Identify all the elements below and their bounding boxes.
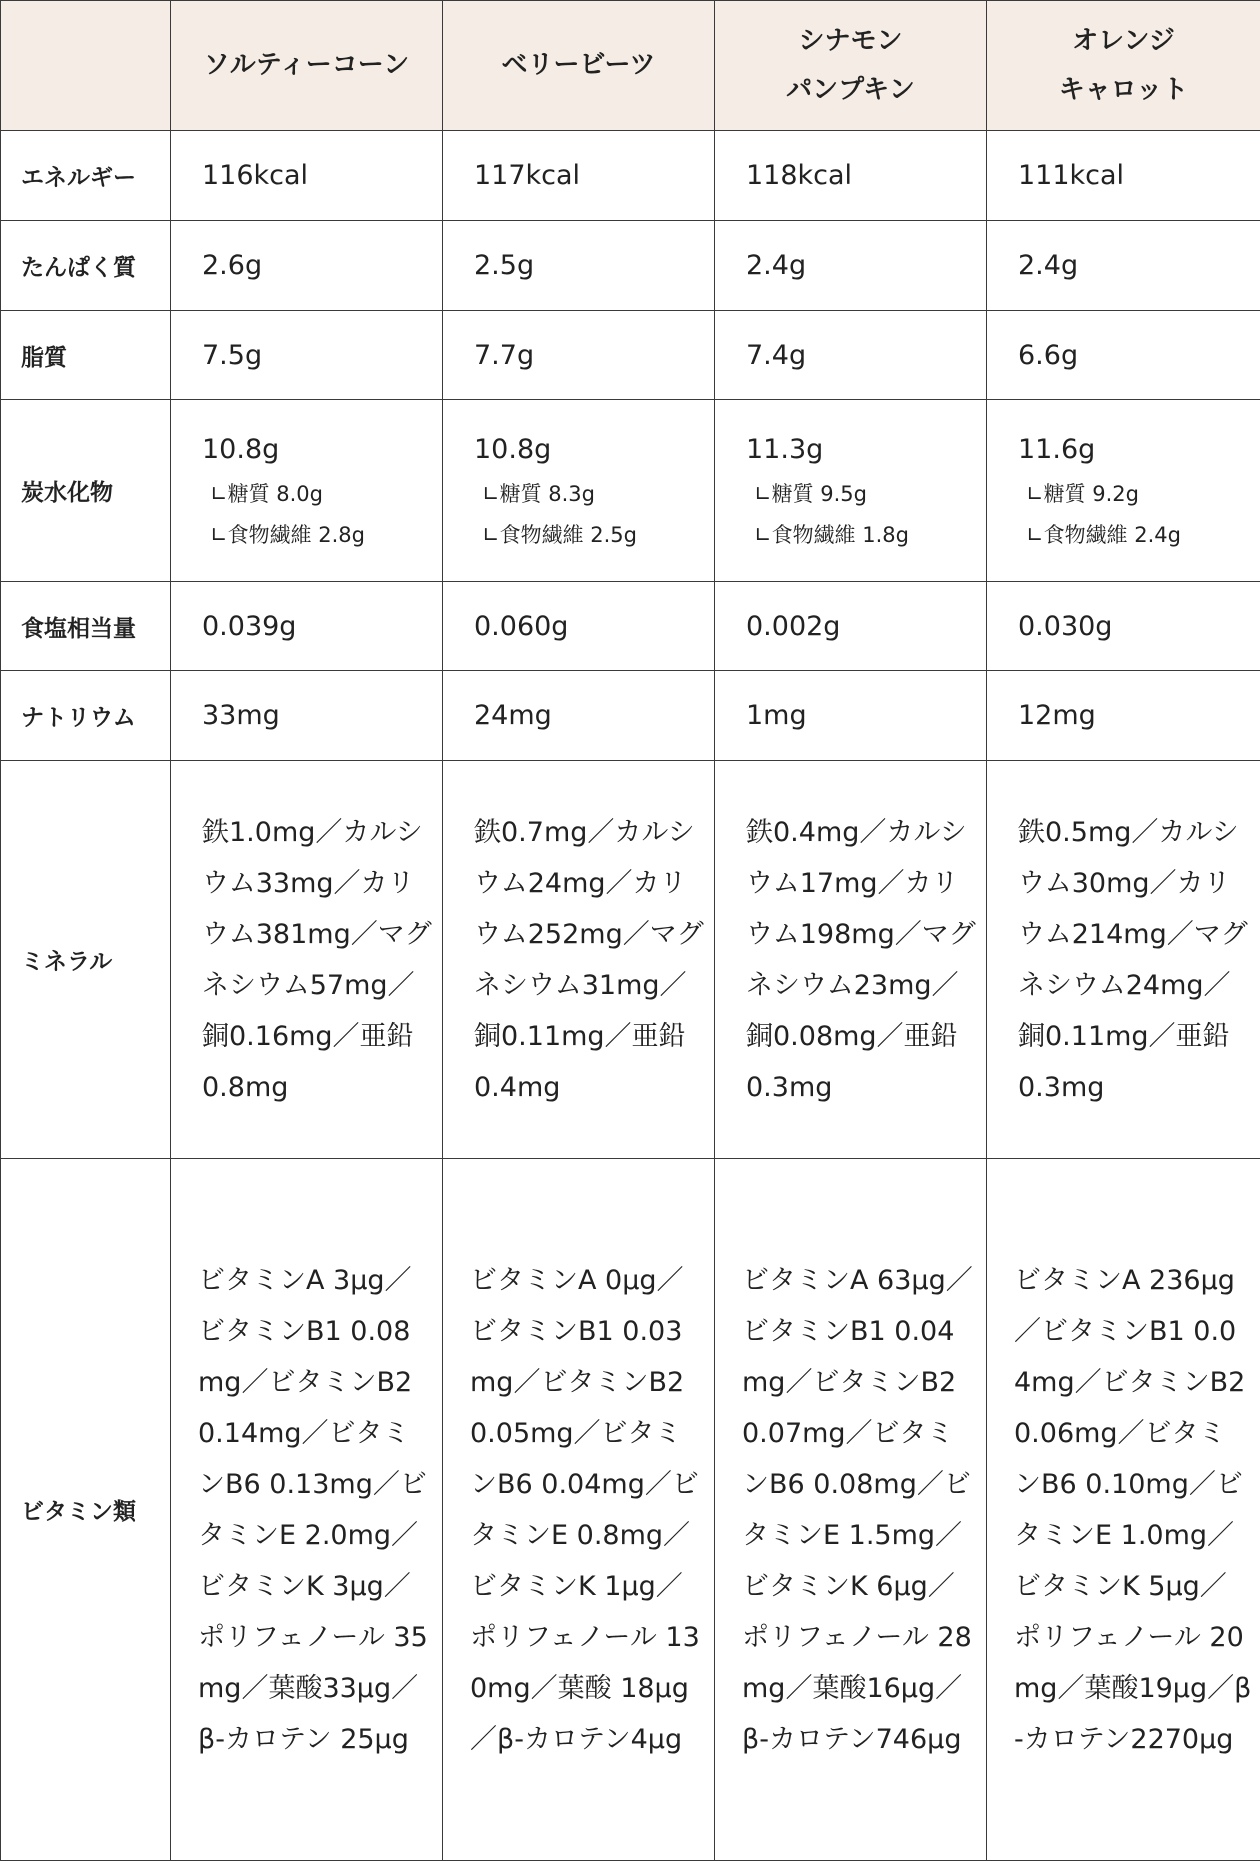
header-row	[1, 1, 1260, 131]
protein-value-3: 2.4g	[715, 221, 987, 311]
row-label-minerals: ミネラル	[1, 761, 171, 1159]
energy-value-2: 117kcal	[443, 131, 715, 221]
fat-value-4: 6.6g	[987, 311, 1260, 400]
minerals-value-2: 鉄0.7mg／カルシウム24mg／カリウム252mg／マグネシウム31mg／銅0.11mg／亜鉛0.4mg	[443, 761, 715, 1159]
carbs-cell-3	[715, 400, 987, 582]
header-flavor-1-line-1: ソルティーコーン	[171, 41, 442, 90]
sodium-value-2: 24mg	[443, 671, 715, 761]
header-corner-cell	[1, 1, 171, 131]
row-vitamins	[1, 1159, 1260, 1861]
row-fat	[1, 311, 1260, 400]
fat-value-2: 7.7g	[443, 311, 715, 400]
minerals-value-4: 鉄0.5mg／カルシウム30mg／カリウム214mg／マグネシウム24mg／銅0.11mg／亜鉛0.3mg	[987, 761, 1260, 1159]
header-flavor-4	[987, 1, 1260, 131]
protein-value-4: 2.4g	[987, 221, 1260, 311]
header-flavor-3-line-1: シナモン	[715, 17, 986, 66]
salt-value-3: 0.002g	[715, 582, 987, 671]
salt-value-1: 0.039g	[171, 582, 443, 671]
carbs-fiber: ∟食物繊維 2.5g	[474, 515, 714, 556]
protein-value-1: 2.6g	[171, 221, 443, 311]
carbs-total: 10.8g	[474, 426, 714, 474]
carbs-total: 11.3g	[746, 426, 986, 474]
sodium-value-1: 33mg	[171, 671, 443, 761]
carbs-cell-2	[443, 400, 715, 582]
minerals-value-1: 鉄1.0mg／カルシウム33mg／カリウム381mg／マグネシウム57mg／銅0.16mg／亜鉛0.8mg	[171, 761, 443, 1159]
energy-value-3: 118kcal	[715, 131, 987, 221]
carbs-fiber: ∟食物繊維 2.4g	[1018, 515, 1260, 556]
vitamins-value-4: ビタミンA 236μg／ビタミンB1 0.04mg／ビタミンB2 0.06mg／ビタミンB6 0.10mg／ビタミンE 1.0mg／ビタミンK 5μg／ポリフェノール 20mg／葉酸19μg／β-カロテン2270μg	[987, 1159, 1260, 1861]
carbs-sugar: ∟糖質 8.0g	[202, 474, 442, 515]
row-minerals	[1, 761, 1260, 1159]
header-flavor-4-line-1: オレンジ	[987, 17, 1260, 66]
header-flavor-2	[443, 1, 715, 131]
row-sodium	[1, 671, 1260, 761]
vitamins-value-3: ビタミンA 63μg／ビタミンB1 0.04mg／ビタミンB2 0.07mg／ビタミンB6 0.08mg／ビタミンE 1.5mg／ビタミンK 6μg／ポリフェノール 28mg／葉酸16μg／β-カロテン746μg	[715, 1159, 987, 1861]
row-label-vitamins: ビタミン類	[1, 1159, 171, 1861]
header-flavor-2-line-1: ベリービーツ	[443, 41, 714, 90]
carbs-cell-1	[171, 400, 443, 582]
minerals-value-3: 鉄0.4mg／カルシウム17mg／カリウム198mg／マグネシウム23mg／銅0.08mg／亜鉛0.3mg	[715, 761, 987, 1159]
energy-value-4: 111kcal	[987, 131, 1260, 221]
row-protein	[1, 221, 1260, 311]
row-energy	[1, 131, 1260, 221]
row-carbs	[1, 400, 1260, 582]
carbs-sugar: ∟糖質 9.2g	[1018, 474, 1260, 515]
protein-value-2: 2.5g	[443, 221, 715, 311]
sodium-value-3: 1mg	[715, 671, 987, 761]
carbs-fiber: ∟食物繊維 1.8g	[746, 515, 986, 556]
sodium-value-4: 12mg	[987, 671, 1260, 761]
carbs-total: 11.6g	[1018, 426, 1260, 474]
header-flavor-4-line-2: キャロット	[987, 66, 1260, 115]
vitamins-value-1: ビタミンA 3μg／ビタミンB1 0.08mg／ビタミンB2 0.14mg／ビタミンB6 0.13mg／ビタミンE 2.0mg／ビタミンK 3μg／ポリフェノール 35mg／葉酸33μg／β-カロテン 25μg	[171, 1159, 443, 1861]
carbs-sugar: ∟糖質 9.5g	[746, 474, 986, 515]
row-salt	[1, 582, 1260, 671]
header-flavor-1	[171, 1, 443, 131]
fat-value-3: 7.4g	[715, 311, 987, 400]
row-label-carbs: 炭水化物	[1, 400, 171, 582]
row-label-salt: 食塩相当量	[1, 582, 171, 671]
row-label-protein: たんぱく質	[1, 221, 171, 311]
vitamins-value-2: ビタミンA 0μg／ビタミンB1 0.03mg／ビタミンB2 0.05mg／ビタミンB6 0.04mg／ビタミンE 0.8mg／ビタミンK 1μg／ポリフェノール 130mg／葉酸 18μg／β-カロテン4μg	[443, 1159, 715, 1861]
carbs-total: 10.8g	[202, 426, 442, 474]
salt-value-4: 0.030g	[987, 582, 1260, 671]
salt-value-2: 0.060g	[443, 582, 715, 671]
row-label-sodium: ナトリウム	[1, 671, 171, 761]
header-flavor-3-line-2: パンプキン	[715, 66, 986, 115]
energy-value-1: 116kcal	[171, 131, 443, 221]
row-label-energy: エネルギー	[1, 131, 171, 221]
carbs-sugar: ∟糖質 8.3g	[474, 474, 714, 515]
carbs-fiber: ∟食物繊維 2.8g	[202, 515, 442, 556]
fat-value-1: 7.5g	[171, 311, 443, 400]
carbs-cell-4	[987, 400, 1260, 582]
header-flavor-3	[715, 1, 987, 131]
row-label-fat: 脂質	[1, 311, 171, 400]
